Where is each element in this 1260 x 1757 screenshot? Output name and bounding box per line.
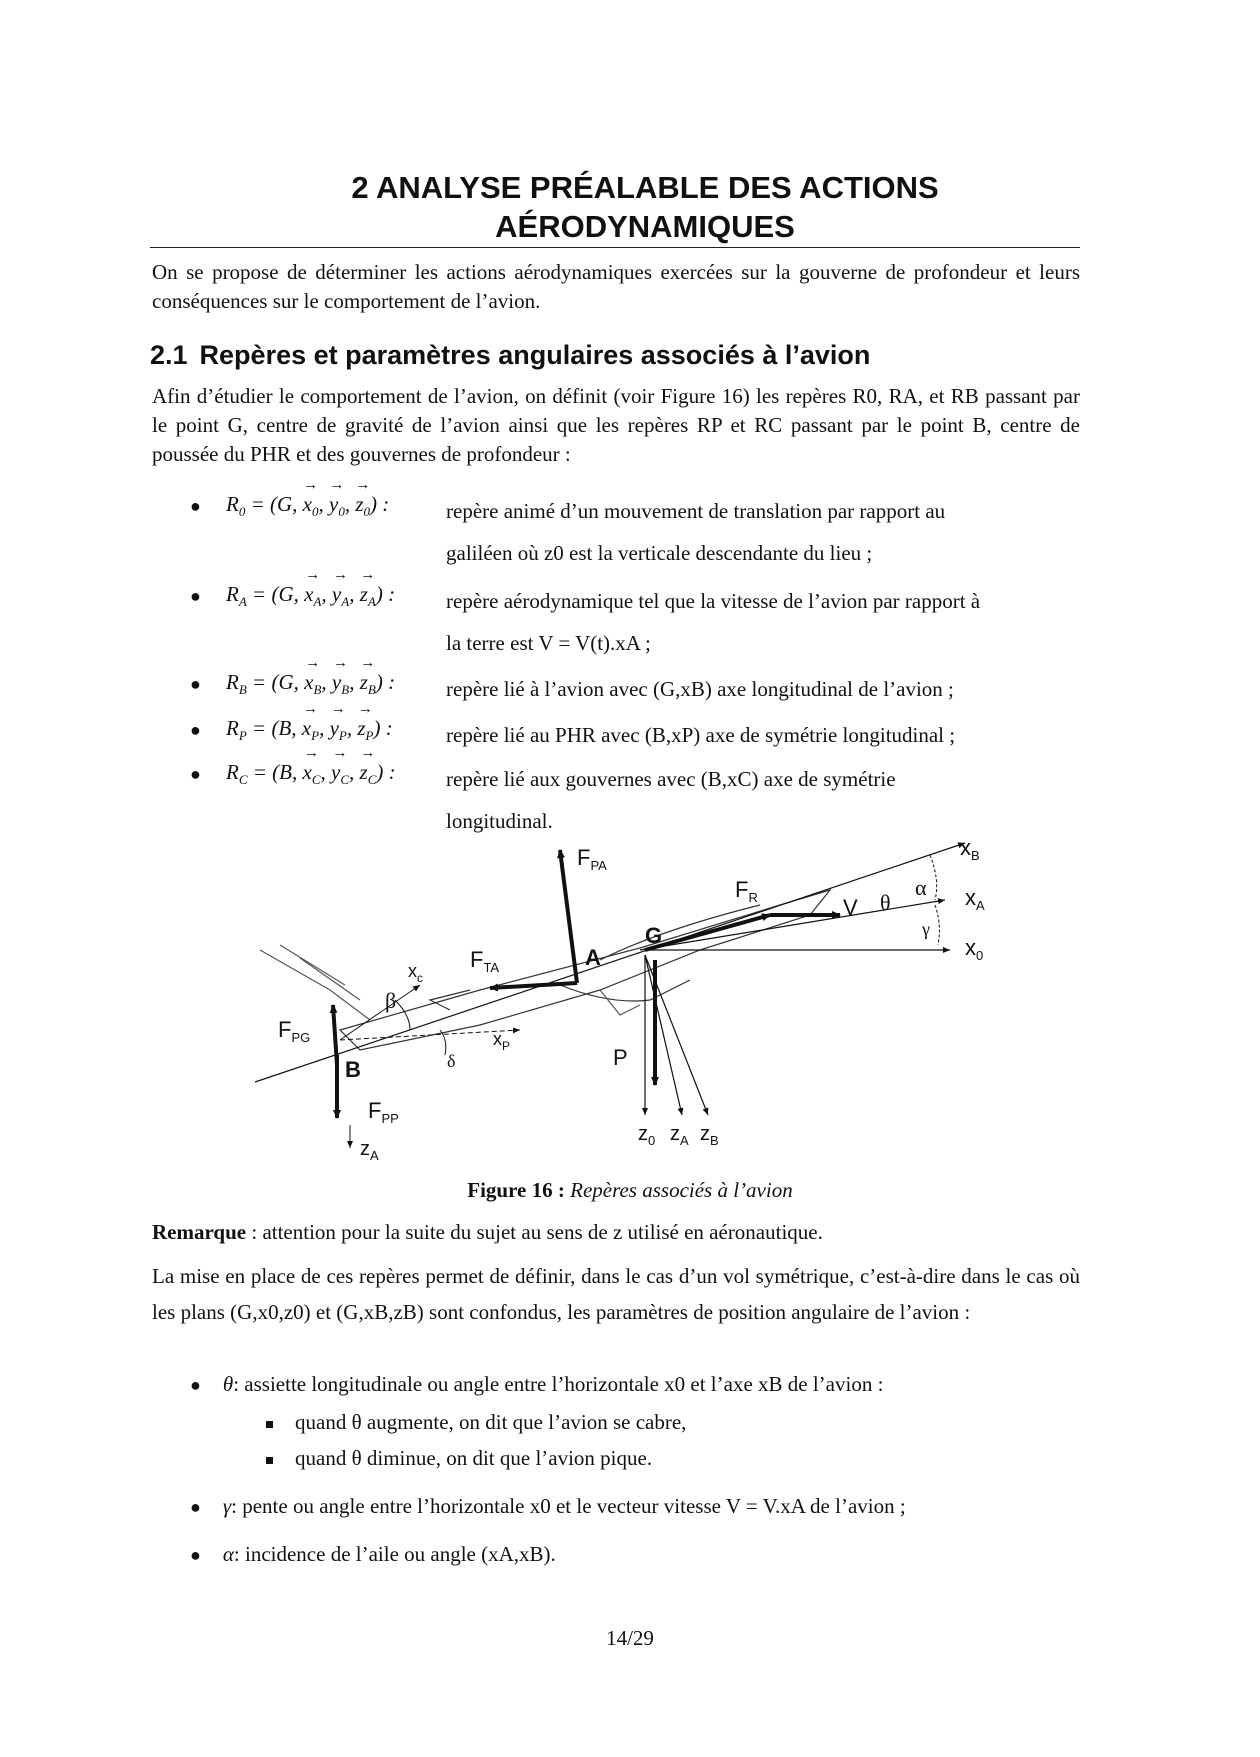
section-title — [150, 168, 1140, 246]
subsection-number: 2.1 — [150, 340, 188, 370]
label-xb: $x_B$ — [960, 835, 980, 863]
bullet-icon: ● — [190, 586, 201, 606]
param-alpha-text: : incidence de l’aile ou angle (xA,xB). — [233, 1542, 556, 1566]
frame-formula: $R_B = (G$, → $x_B$, → $y_B$, → $z_B$) : — [226, 670, 395, 698]
label-g: G — [645, 923, 663, 948]
angle-theta-arc — [930, 855, 937, 900]
square-bullet-icon — [266, 1457, 273, 1464]
label-v: V — [843, 895, 858, 920]
frame-formula: $R_0 = (G$, → $x_0$, → $y_0$, → $z_0$) : — [226, 492, 389, 520]
param-theta-sub2: quand θ diminue, on dit que l’avion pique. — [266, 1446, 652, 1471]
subsection-title: Repères et paramètres angulaires associés à l’avion — [199, 340, 871, 370]
square-bullet-icon — [266, 1421, 273, 1428]
bullet-icon: ● — [190, 1497, 201, 1517]
label-theta: θ — [880, 890, 891, 915]
subsection-intro: Afin d’étudier le comportement de l’avion, on définit (voir Figure 16) les repères R0, RA, et RB passant par le point G, centre de gravité de l’avion ainsi que les repères RP et RC passant par le point B, centre de poussée du PHR et des gouvernes de profondeur : — [152, 384, 1080, 466]
label-xp: $x_P$ — [493, 1029, 511, 1053]
label-x0: $x_0$ — [965, 935, 984, 963]
label-beta: β — [385, 988, 397, 1013]
frame-formula: $R_C = (B$, → $x_C$, → $y_C$, → $z_C$) : — [226, 760, 396, 788]
param-theta-symbol: θ — [222, 1372, 234, 1396]
label-b: B — [345, 1057, 361, 1082]
figure-caption — [0, 1178, 1260, 1203]
param-theta — [190, 1370, 1080, 1400]
param-gamma — [190, 1492, 1080, 1522]
label-za-left: $z_A$ — [360, 1138, 379, 1163]
axis-xa — [640, 900, 945, 950]
param-gamma-text: : pente ou angle entre l’horizontale x0 et le vecteur vitesse V = V.xA de l’avion ; — [231, 1494, 906, 1518]
frame-formula: $R_P = (B$, → $x_P$, → $y_P$, → $z_P$) : — [226, 716, 393, 744]
label-xc: $x_c$ — [408, 961, 423, 985]
frame-description: repère animé d’un mouvement de translation par rapport au galiléen où z0 est la verticale descendante du lieu ; — [446, 499, 946, 565]
section-intro: On se propose de déterminer les actions aérodynamiques exercées sur la gouverne de profondeur et leurs conséquences sur le comportement de l’avion. — [152, 260, 1080, 313]
label-fpp: $F_{PP}$ — [368, 1098, 399, 1126]
param-intro: La mise en place de ces repères permet de définir, dans le cas d’un vol symétrique, c’est-à-dire dans le cas où les plans (G,x0,z0) et (G,xB,zB) sont confondus, les paramètres de position angulaire de l’avion : — [152, 1264, 1080, 1324]
param-alpha-symbol: α — [222, 1542, 234, 1566]
param-alpha — [190, 1540, 1080, 1570]
frame-description: repère lié à l’avion avec (G,xB) axe longitudinal de l’avion ; — [446, 677, 954, 701]
label-fta: $F_{TA}$ — [470, 947, 500, 975]
axis-xc — [340, 985, 420, 1040]
param-gamma-symbol: γ — [222, 1494, 232, 1518]
subsection-heading — [150, 340, 870, 371]
bullet-icon: ● — [190, 674, 201, 694]
angle-beta-arc — [395, 1000, 410, 1030]
bullet-icon: ● — [190, 496, 201, 516]
label-fpa: $F_{PA}$ — [577, 845, 607, 873]
section-title-line1: 2 ANALYSE PRÉALABLE DES ACTIONS — [351, 170, 939, 205]
figure-aircraft-frames — [0, 820, 1260, 1170]
label-fpg: $F_{PG}$ — [278, 1017, 311, 1045]
label-alpha: α — [915, 875, 927, 900]
section-title-line2: AÉRODYNAMIQUES — [495, 209, 795, 244]
figure-caption-text: Repères associés à l’avion — [570, 1178, 793, 1202]
page-number: 14/29 — [606, 1626, 654, 1650]
remark-paragraph — [152, 1218, 1080, 1247]
bullet-icon: ● — [190, 764, 201, 784]
frame-description: repère lié au PHR avec (B,xP) axe de symétrie longitudinal ; — [446, 723, 956, 747]
bullet-icon: ● — [190, 1375, 201, 1395]
remark-label: Remarque — [152, 1220, 247, 1244]
figure-caption-label: Figure 16 : — [467, 1178, 565, 1202]
label-fr: $F_R$ — [735, 877, 758, 905]
label-xa: $x_A$ — [965, 885, 985, 913]
title-divider — [150, 247, 1080, 248]
label-delta: δ — [447, 1051, 456, 1071]
bullet-icon: ● — [190, 720, 201, 740]
label-a: A — [585, 945, 601, 970]
frame-formula: $R_A = (G$, → $x_A$, → $y_A$, → $z_A$) : — [226, 582, 395, 610]
axis-xb — [255, 843, 965, 1082]
remark-text: : attention pour la suite du sujet au sens de z utilisé en aéronautique. — [246, 1220, 823, 1244]
label-p: P — [613, 1045, 628, 1070]
label-za: $z_A$ — [670, 1123, 689, 1148]
frame-description: repère lié aux gouvernes avec (B,xC) axe de symétrie longitudinal. — [446, 767, 896, 833]
param-theta-sub1: quand θ augmente, on dit que l’avion se cabre, — [266, 1410, 686, 1435]
label-gamma: γ — [922, 919, 930, 939]
angle-gamma-arc — [935, 905, 939, 945]
label-zb: $z_B$ — [700, 1123, 719, 1148]
force-fpa — [560, 850, 577, 983]
frame-description: repère aérodynamique tel que la vitesse de l’avion par rapport à la terre est V = V(t).xA ; — [446, 589, 981, 655]
param-theta-text: : assiette longitudinale ou angle entre l’horizontale x0 et l’axe xB de l’avion : — [233, 1372, 884, 1396]
bullet-icon: ● — [190, 1545, 201, 1565]
force-fr — [645, 915, 770, 950]
aircraft-silhouette — [260, 890, 830, 1050]
label-z0: $z_0$ — [638, 1123, 656, 1148]
